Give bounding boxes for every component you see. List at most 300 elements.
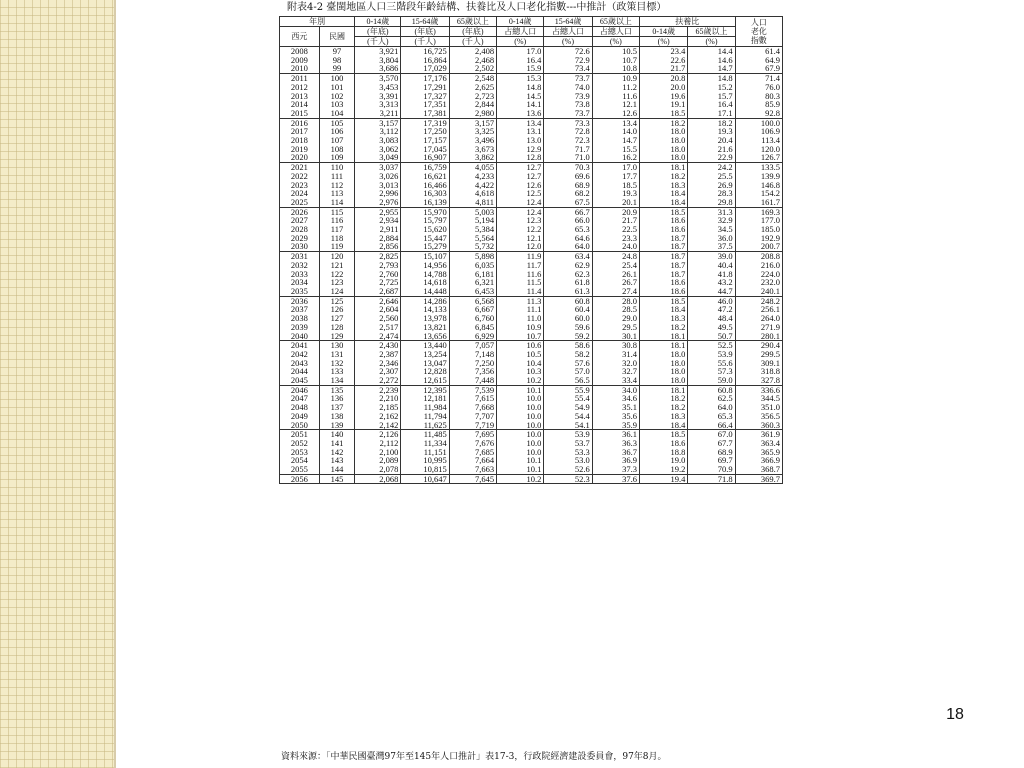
cell-dep-65: 19.3 (688, 127, 735, 136)
header-thousand-1: (千人) (355, 37, 401, 47)
cell-pop-15-64: 17,157 (401, 136, 449, 145)
cell-share-0-14: 14.5 (497, 92, 544, 101)
cell-share-0-14: 13.6 (497, 109, 544, 118)
cell-share-65: 24.8 (592, 252, 639, 261)
cell-dep-65: 17.1 (688, 109, 735, 118)
cell-pop-0-14: 2,142 (355, 421, 401, 430)
cell-share-15-64: 65.3 (544, 225, 592, 234)
cell-year-west: 2045 (280, 376, 320, 385)
cell-dep-65: 18.2 (688, 118, 735, 127)
cell-year-roc: 124 (319, 287, 354, 296)
cell-aging-index: 85.9 (735, 100, 782, 109)
cell-share-0-14: 11.5 (497, 278, 544, 287)
header-pct-unit-3: (%) (592, 37, 639, 47)
cell-dep-65: 69.7 (688, 456, 735, 465)
cell-year-west: 2039 (280, 323, 320, 332)
cell-year-roc: 118 (319, 234, 354, 243)
cell-year-west: 2031 (280, 252, 320, 261)
cell-year-west: 2008 (280, 47, 320, 56)
cell-share-15-64: 73.9 (544, 92, 592, 101)
cell-year-roc: 138 (319, 412, 354, 421)
cell-share-65: 10.9 (592, 74, 639, 83)
cell-year-roc: 103 (319, 100, 354, 109)
cell-year-roc: 140 (319, 430, 354, 439)
cell-pop-0-14: 2,068 (355, 474, 401, 484)
cell-pop-0-14: 3,921 (355, 47, 401, 56)
cell-aging-index: 327.8 (735, 376, 782, 385)
cell-dep-0-14: 18.5 (639, 207, 687, 216)
cell-pop-65: 7,539 (449, 385, 496, 394)
cell-pop-0-14: 2,560 (355, 314, 401, 323)
table-row (280, 198, 783, 207)
cell-year-roc: 139 (319, 421, 354, 430)
cell-aging-index: 120.0 (735, 145, 782, 154)
cell-pop-15-64: 14,788 (401, 270, 449, 279)
cell-share-0-14: 12.3 (497, 216, 544, 225)
cell-year-west: 2038 (280, 314, 320, 323)
cell-pop-0-14: 2,646 (355, 296, 401, 305)
cell-share-15-64: 60.4 (544, 305, 592, 314)
cell-pop-0-14: 2,185 (355, 403, 401, 412)
cell-share-15-64: 59.2 (544, 332, 592, 341)
cell-year-roc: 145 (319, 474, 354, 484)
sidebar-divider (114, 0, 116, 768)
cell-pop-15-64: 16,864 (401, 56, 449, 65)
cell-year-roc: 104 (319, 109, 354, 118)
cell-aging-index: 224.0 (735, 270, 782, 279)
cell-pop-0-14: 2,517 (355, 323, 401, 332)
cell-year-roc: 119 (319, 242, 354, 251)
cell-pop-65: 3,157 (449, 118, 496, 127)
table-row (280, 118, 783, 127)
cell-pop-0-14: 2,078 (355, 465, 401, 474)
cell-share-15-64: 72.8 (544, 127, 592, 136)
cell-pop-15-64: 11,334 (401, 439, 449, 448)
cell-dep-0-14: 18.7 (639, 242, 687, 251)
cell-aging-index: 208.8 (735, 252, 782, 261)
cell-aging-index: 248.2 (735, 296, 782, 305)
cell-aging-index: 366.9 (735, 456, 782, 465)
cell-share-0-14: 12.8 (497, 153, 544, 162)
cell-pop-15-64: 16,303 (401, 189, 449, 198)
cell-pop-65: 7,719 (449, 421, 496, 430)
cell-pop-15-64: 12,828 (401, 367, 449, 376)
table-title: 附表4-2 臺閩地區人口三階段年齡結構、扶養比及人口老化指數---中推計（政策目標） (287, 2, 667, 13)
cell-share-65: 14.7 (592, 136, 639, 145)
cell-share-15-64: 53.0 (544, 456, 592, 465)
header-pct-unit-4: (%) (639, 37, 687, 47)
cell-year-west: 2021 (280, 163, 320, 172)
cell-share-0-14: 10.2 (497, 474, 544, 484)
table-row (280, 74, 783, 83)
cell-dep-65: 34.5 (688, 225, 735, 234)
cell-pop-15-64: 14,286 (401, 296, 449, 305)
cell-pop-0-14: 3,013 (355, 181, 401, 190)
cell-dep-0-14: 18.8 (639, 448, 687, 457)
cell-share-65: 25.4 (592, 261, 639, 270)
header-share-3: 占總人口 (592, 27, 639, 37)
cell-pop-65: 4,055 (449, 163, 496, 172)
cell-year-west: 2018 (280, 136, 320, 145)
cell-pop-15-64: 15,797 (401, 216, 449, 225)
cell-dep-0-14: 19.1 (639, 100, 687, 109)
header-share-1: 占總人口 (497, 27, 544, 37)
table-row (280, 92, 783, 101)
cell-share-0-14: 12.1 (497, 234, 544, 243)
cell-share-0-14: 12.7 (497, 172, 544, 181)
cell-dep-65: 28.3 (688, 189, 735, 198)
cell-aging-index: 71.4 (735, 74, 782, 83)
cell-year-west: 2024 (280, 189, 320, 198)
cell-aging-index: 200.7 (735, 242, 782, 251)
cell-year-roc: 134 (319, 376, 354, 385)
document-page (279, 0, 787, 768)
table-row (280, 242, 783, 251)
cell-aging-index: 67.9 (735, 64, 782, 73)
cell-dep-0-14: 18.2 (639, 403, 687, 412)
cell-aging-index: 232.0 (735, 278, 782, 287)
table-row (280, 172, 783, 181)
cell-pop-65: 6,453 (449, 287, 496, 296)
cell-aging-index: 126.7 (735, 153, 782, 162)
cell-share-0-14: 17.0 (497, 47, 544, 56)
cell-year-roc: 116 (319, 216, 354, 225)
header-share-2: 占總人口 (544, 27, 592, 37)
table-row (280, 430, 783, 439)
cell-dep-0-14: 18.7 (639, 270, 687, 279)
cell-aging-index: 256.1 (735, 305, 782, 314)
header-aging-line2: 老化 (750, 27, 767, 36)
cell-aging-index: 280.1 (735, 332, 782, 341)
cell-pop-65: 7,695 (449, 430, 496, 439)
cell-share-65: 35.9 (592, 421, 639, 430)
cell-aging-index: 365.9 (735, 448, 782, 457)
cell-year-roc: 127 (319, 314, 354, 323)
cell-year-west: 2012 (280, 83, 320, 92)
cell-share-65: 20.1 (592, 198, 639, 207)
cell-dep-65: 25.5 (688, 172, 735, 181)
cell-share-15-64: 63.4 (544, 252, 592, 261)
cell-dep-65: 21.6 (688, 145, 735, 154)
cell-pop-0-14: 2,346 (355, 359, 401, 368)
cell-year-west: 2017 (280, 127, 320, 136)
table-row (280, 47, 783, 56)
cell-share-0-14: 10.7 (497, 332, 544, 341)
table-row (280, 376, 783, 385)
cell-dep-0-14: 19.6 (639, 92, 687, 101)
cell-share-65: 14.0 (592, 127, 639, 136)
cell-share-15-64: 56.5 (544, 376, 592, 385)
header-aging-line1: 人口 (750, 18, 767, 27)
cell-share-65: 23.3 (592, 234, 639, 243)
population-table (279, 16, 783, 484)
cell-aging-index: 161.7 (735, 198, 782, 207)
cell-share-15-64: 73.7 (544, 109, 592, 118)
cell-share-15-64: 71.7 (544, 145, 592, 154)
cell-dep-0-14: 18.7 (639, 261, 687, 270)
cell-share-0-14: 11.0 (497, 314, 544, 323)
cell-pop-65: 2,408 (449, 47, 496, 56)
cell-dep-65: 57.3 (688, 367, 735, 376)
cell-share-0-14: 15.3 (497, 74, 544, 83)
cell-pop-65: 7,448 (449, 376, 496, 385)
cell-aging-index: 92.8 (735, 109, 782, 118)
cell-share-15-64: 64.0 (544, 242, 592, 251)
cell-pop-0-14: 2,955 (355, 207, 401, 216)
cell-pop-65: 3,325 (449, 127, 496, 136)
cell-dep-65: 67.0 (688, 430, 735, 439)
cell-dep-0-14: 18.0 (639, 153, 687, 162)
cell-year-roc: 121 (319, 261, 354, 270)
cell-year-roc: 128 (319, 323, 354, 332)
cell-share-0-14: 11.1 (497, 305, 544, 314)
cell-dep-0-14: 18.2 (639, 118, 687, 127)
cell-dep-65: 70.9 (688, 465, 735, 474)
table-row (280, 225, 783, 234)
cell-share-0-14: 10.4 (497, 359, 544, 368)
cell-share-15-64: 72.6 (544, 47, 592, 56)
cell-dep-65: 14.4 (688, 47, 735, 56)
cell-year-west: 2042 (280, 350, 320, 359)
table-row (280, 412, 783, 421)
cell-share-15-64: 73.3 (544, 118, 592, 127)
cell-year-roc: 130 (319, 341, 354, 350)
cell-pop-65: 6,035 (449, 261, 496, 270)
cell-pop-0-14: 2,604 (355, 305, 401, 314)
cell-year-roc: 99 (319, 64, 354, 73)
cell-pop-0-14: 2,976 (355, 198, 401, 207)
cell-share-65: 29.0 (592, 314, 639, 323)
cell-pop-15-64: 15,620 (401, 225, 449, 234)
cell-share-65: 34.6 (592, 394, 639, 403)
header-year-end-2: (年底) (401, 27, 449, 37)
table-row (280, 359, 783, 368)
cell-pop-0-14: 3,083 (355, 136, 401, 145)
cell-share-0-14: 11.3 (497, 296, 544, 305)
cell-pop-65: 7,664 (449, 456, 496, 465)
cell-dep-0-14: 18.5 (639, 109, 687, 118)
cell-dep-65: 52.5 (688, 341, 735, 350)
cell-dep-0-14: 18.1 (639, 332, 687, 341)
cell-pop-0-14: 3,112 (355, 127, 401, 136)
cell-year-roc: 115 (319, 207, 354, 216)
cell-share-65: 18.5 (592, 181, 639, 190)
cell-dep-65: 66.4 (688, 421, 735, 430)
cell-dep-65: 68.9 (688, 448, 735, 457)
cell-year-roc: 131 (319, 350, 354, 359)
cell-pop-0-14: 2,825 (355, 252, 401, 261)
cell-year-west: 2037 (280, 305, 320, 314)
cell-share-65: 11.6 (592, 92, 639, 101)
cell-dep-0-14: 18.6 (639, 278, 687, 287)
table-row (280, 394, 783, 403)
cell-dep-0-14: 18.0 (639, 350, 687, 359)
cell-year-west: 2028 (280, 225, 320, 234)
cell-aging-index: 369.7 (735, 474, 782, 484)
cell-share-15-64: 68.2 (544, 189, 592, 198)
cell-pop-0-14: 3,157 (355, 118, 401, 127)
cell-share-15-64: 54.4 (544, 412, 592, 421)
cell-pop-15-64: 17,327 (401, 92, 449, 101)
table-row (280, 350, 783, 359)
cell-pop-65: 3,496 (449, 136, 496, 145)
cell-share-0-14: 10.0 (497, 421, 544, 430)
cell-pop-65: 7,645 (449, 474, 496, 484)
cell-dep-65: 14.6 (688, 56, 735, 65)
cell-pop-15-64: 10,995 (401, 456, 449, 465)
table-row (280, 261, 783, 270)
header-pct-15-64: 15-64歲 (544, 17, 592, 27)
cell-share-0-14: 12.5 (497, 189, 544, 198)
cell-pop-0-14: 2,239 (355, 385, 401, 394)
cell-aging-index: 363.4 (735, 439, 782, 448)
cell-pop-65: 6,568 (449, 296, 496, 305)
cell-share-65: 20.9 (592, 207, 639, 216)
header-aging-line3: 指數 (750, 36, 767, 45)
cell-share-65: 10.7 (592, 56, 639, 65)
cell-dep-0-14: 19.4 (639, 474, 687, 484)
cell-year-west: 2022 (280, 172, 320, 181)
cell-pop-65: 5,898 (449, 252, 496, 261)
cell-share-15-64: 72.9 (544, 56, 592, 65)
cell-pop-0-14: 3,037 (355, 163, 401, 172)
cell-dep-0-14: 18.0 (639, 376, 687, 385)
cell-dep-65: 53.9 (688, 350, 735, 359)
table-row (280, 332, 783, 341)
cell-aging-index: 356.5 (735, 412, 782, 421)
cell-pop-0-14: 3,049 (355, 153, 401, 162)
cell-dep-65: 60.8 (688, 385, 735, 394)
cell-pop-0-14: 2,793 (355, 261, 401, 270)
cell-share-0-14: 12.4 (497, 198, 544, 207)
cell-share-65: 13.4 (592, 118, 639, 127)
cell-year-roc: 143 (319, 456, 354, 465)
decorative-sidebar-pattern (0, 0, 114, 768)
cell-year-west: 2044 (280, 367, 320, 376)
table-row (280, 145, 783, 154)
cell-dep-65: 16.4 (688, 100, 735, 109)
cell-share-65: 11.2 (592, 83, 639, 92)
cell-year-west: 2030 (280, 242, 320, 251)
header-age-15-64: 15-64歲 (401, 17, 449, 27)
cell-year-roc: 125 (319, 296, 354, 305)
cell-dep-0-14: 18.4 (639, 198, 687, 207)
cell-pop-15-64: 17,250 (401, 127, 449, 136)
cell-share-15-64: 54.1 (544, 421, 592, 430)
cell-share-65: 35.6 (592, 412, 639, 421)
cell-share-65: 15.5 (592, 145, 639, 154)
cell-share-15-64: 52.6 (544, 465, 592, 474)
cell-share-0-14: 10.0 (497, 430, 544, 439)
cell-share-65: 36.1 (592, 430, 639, 439)
table-row (280, 153, 783, 162)
cell-dep-65: 15.2 (688, 83, 735, 92)
cell-pop-65: 7,615 (449, 394, 496, 403)
cell-pop-0-14: 3,686 (355, 64, 401, 73)
cell-pop-0-14: 3,062 (355, 145, 401, 154)
cell-dep-0-14: 22.6 (639, 56, 687, 65)
cell-year-west: 2009 (280, 56, 320, 65)
cell-pop-65: 7,057 (449, 341, 496, 350)
cell-share-0-14: 10.0 (497, 412, 544, 421)
cell-aging-index: 216.0 (735, 261, 782, 270)
cell-share-65: 29.5 (592, 323, 639, 332)
cell-pop-15-64: 16,759 (401, 163, 449, 172)
cell-year-roc: 102 (319, 92, 354, 101)
cell-pop-65: 7,668 (449, 403, 496, 412)
cell-share-65: 33.4 (592, 376, 639, 385)
cell-pop-15-64: 17,029 (401, 64, 449, 73)
cell-aging-index: 271.9 (735, 323, 782, 332)
cell-year-roc: 109 (319, 153, 354, 162)
cell-share-0-14: 12.0 (497, 242, 544, 251)
cell-share-15-64: 58.2 (544, 350, 592, 359)
cell-dep-0-14: 18.7 (639, 234, 687, 243)
cell-share-0-14: 10.1 (497, 385, 544, 394)
cell-year-west: 2019 (280, 145, 320, 154)
cell-dep-0-14: 18.7 (639, 252, 687, 261)
cell-share-65: 10.8 (592, 64, 639, 73)
cell-aging-index: 192.9 (735, 234, 782, 243)
cell-pop-0-14: 2,126 (355, 430, 401, 439)
cell-dep-65: 26.9 (688, 181, 735, 190)
cell-share-65: 37.3 (592, 465, 639, 474)
cell-share-65: 35.1 (592, 403, 639, 412)
cell-pop-15-64: 12,395 (401, 385, 449, 394)
cell-share-65: 26.1 (592, 270, 639, 279)
cell-aging-index: 360.3 (735, 421, 782, 430)
table-row (280, 439, 783, 448)
cell-dep-0-14: 18.6 (639, 287, 687, 296)
cell-dep-0-14: 18.3 (639, 412, 687, 421)
cell-pop-15-64: 10,647 (401, 474, 449, 484)
cell-pop-15-64: 16,621 (401, 172, 449, 181)
cell-share-65: 10.5 (592, 47, 639, 56)
cell-share-15-64: 68.9 (544, 181, 592, 190)
cell-share-0-14: 12.4 (497, 207, 544, 216)
cell-year-roc: 141 (319, 439, 354, 448)
cell-year-west: 2027 (280, 216, 320, 225)
cell-pop-65: 2,844 (449, 100, 496, 109)
cell-dep-65: 49.5 (688, 323, 735, 332)
cell-year-roc: 142 (319, 448, 354, 457)
cell-dep-65: 20.4 (688, 136, 735, 145)
cell-share-0-14: 14.8 (497, 83, 544, 92)
cell-aging-index: 368.7 (735, 465, 782, 474)
cell-year-west: 2020 (280, 153, 320, 162)
table-row (280, 56, 783, 65)
cell-share-65: 12.1 (592, 100, 639, 109)
cell-share-65: 24.0 (592, 242, 639, 251)
cell-dep-0-14: 18.6 (639, 439, 687, 448)
cell-pop-0-14: 2,725 (355, 278, 401, 287)
header-dep-0-14: 0-14歲 (639, 27, 687, 37)
cell-dep-65: 24.2 (688, 163, 735, 172)
cell-aging-index: 64.9 (735, 56, 782, 65)
cell-share-0-14: 11.7 (497, 261, 544, 270)
cell-dep-65: 62.5 (688, 394, 735, 403)
header-pct-unit-5: (%) (688, 37, 735, 47)
cell-pop-65: 7,707 (449, 412, 496, 421)
cell-dep-0-14: 18.6 (639, 216, 687, 225)
cell-pop-65: 7,676 (449, 439, 496, 448)
page-number: 18 (946, 706, 964, 723)
cell-share-65: 27.4 (592, 287, 639, 296)
header-age-65: 65歲以上 (449, 17, 496, 27)
cell-pop-65: 4,811 (449, 198, 496, 207)
cell-year-roc: 135 (319, 385, 354, 394)
cell-year-west: 2056 (280, 474, 320, 484)
